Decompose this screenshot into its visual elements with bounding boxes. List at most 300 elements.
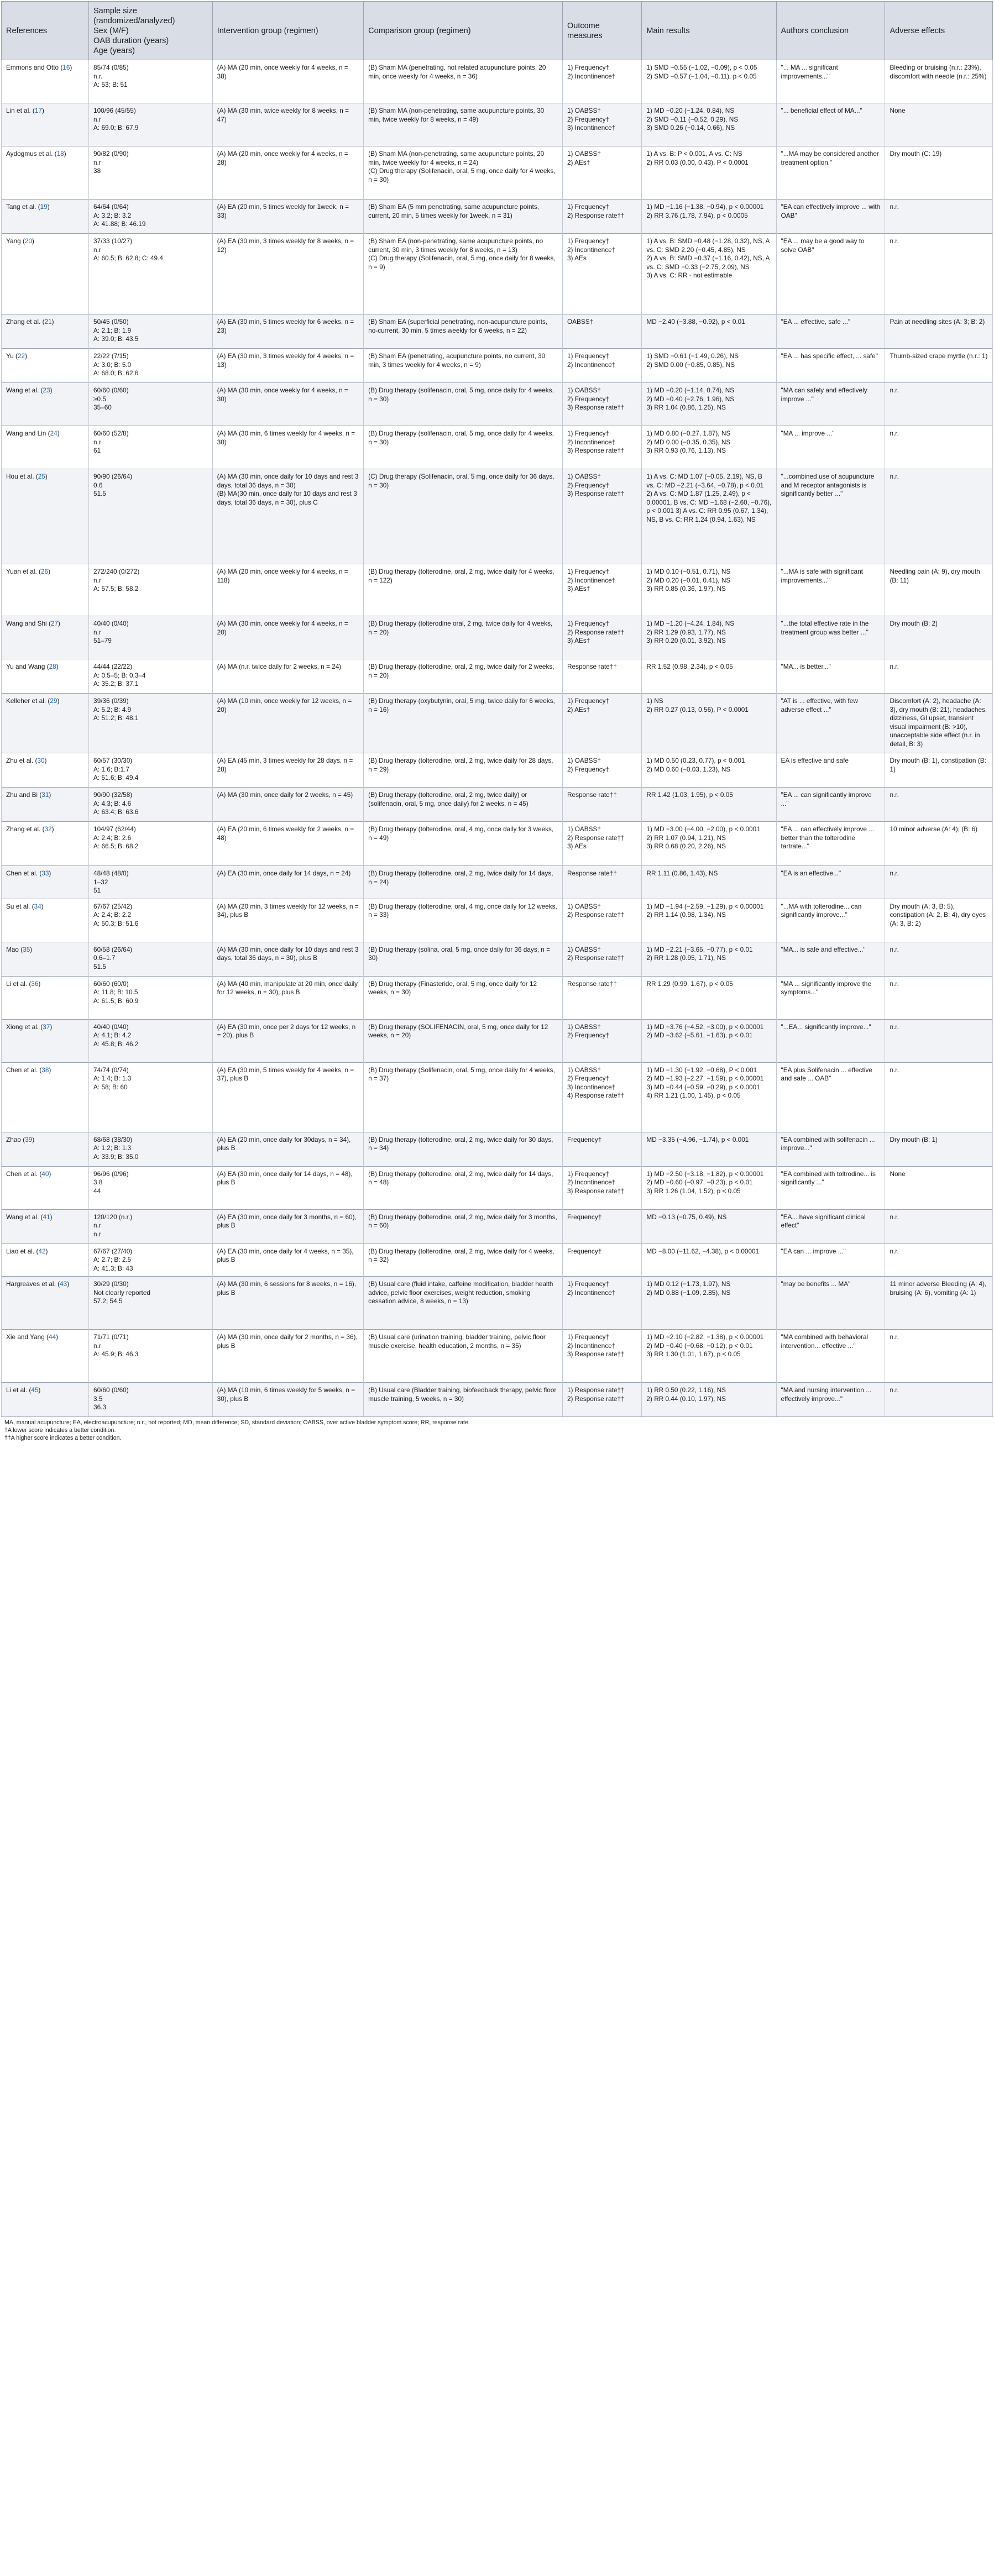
citation-link[interactable]: 20 (24, 237, 33, 245)
citation-link[interactable]: 26 (40, 568, 49, 575)
citation-link[interactable]: 36 (31, 979, 39, 988)
outcome-cell: 1) Frequency† 2) Response rate†† (562, 200, 641, 234)
reference-author: Wang and Lin (6, 429, 46, 437)
comparison-cell: (B) Drug therapy (tolterodine, oral, 2 mg, twice daily for 4 weeks, n = 32) (364, 1244, 563, 1277)
intervention-cell: (A) EA (30 min, once daily for 14 days, n = 24) (212, 866, 364, 899)
sample-size-cell: 272/240 (0/272) n.r A: 57.5; B: 58.2 (89, 564, 213, 616)
comparison-cell: (B) Drug therapy (tolterodine, oral, 2 mg, twice daily for 30 days, n = 34) (364, 1132, 563, 1166)
results-cell: RR 1.29 (0.99, 1.67), p < 0.05 (642, 976, 776, 1019)
citation-link[interactable]: 40 (41, 1169, 49, 1178)
header-results: Main results (642, 2, 776, 60)
outcome-cell: Response rate†† (562, 866, 641, 899)
sample-size-cell: 90/90 (32/58) A: 4.3; B: 4.6 A: 63.4; B: 63.6 (89, 788, 213, 822)
table-row (2, 1209, 993, 1244)
reference-author: Li et al. (6, 1386, 28, 1394)
citation-link[interactable]: 44 (48, 1333, 56, 1341)
adverse-effects-cell: n.r. (885, 659, 993, 694)
conclusion-cell: "...EA... significantly improve..." (776, 1019, 885, 1062)
reference-author: Kelleher et al. (6, 697, 46, 705)
reference-cell: Wang et al. (41) (2, 1209, 89, 1244)
reference-author: Yang (6, 237, 21, 245)
sample-size-cell: 71/71 (0/71) n.r A: 45.9; B: 46.3 (89, 1330, 213, 1383)
intervention-cell: (A) EA (30 min, 5 times weekly for 4 weeks, n = 37), plus B (212, 1062, 364, 1132)
conclusion-cell: "...MA is safe with significant improvements..." (776, 564, 885, 616)
sample-size-cell: 37/33 (10/27) n.r A: 60.5; B: 62.8; C: 49.4 (89, 234, 213, 314)
adverse-effects-cell: None (885, 1166, 993, 1209)
outcome-cell: 1) Frequency† 2) Incontinence† 3) Response rate†† (562, 1166, 641, 1209)
table-row (2, 899, 993, 942)
conclusion-cell: "EA combined with toltrodine... is significantly ..." (776, 1166, 885, 1209)
study-characteristics-table (1, 1, 993, 1417)
adverse-effects-cell: n.r. (885, 1244, 993, 1277)
reference-author: Li et al. (6, 979, 28, 988)
outcome-cell: 1) OABSS† 2) Frequency† 3) Incontinence† (562, 103, 641, 146)
citation-link[interactable]: 41 (43, 1213, 50, 1221)
sample-size-cell: 60/60 (60/0) A: 11.8; B: 10.5 A: 61.5; B: 60.9 (89, 976, 213, 1019)
adverse-effects-cell: Discomfort (A: 2), headache (A: 3), dry mouth (B: 21), headaches, dizziness, GI upset, transient visual impairment (B: >10), unacceptable side effect (n.r. in detail, B: 3) (885, 694, 993, 753)
table-row (2, 1330, 993, 1383)
adverse-effects-cell: Dry mouth (B: 2) (885, 616, 993, 659)
conclusion-cell: "EA can ... improve ..." (776, 1244, 885, 1277)
sample-size-cell: 104/97 (62/44) A: 2.4; B: 2.6 A: 66.5; B: 68.2 (89, 822, 213, 866)
table-row (2, 1383, 993, 1417)
citation-link[interactable]: 45 (31, 1386, 39, 1394)
outcome-cell: Response rate†† (562, 788, 641, 822)
intervention-cell: (A) MA (20 min, once weekly for 4 weeks, n = 38) (212, 60, 364, 103)
table-row (2, 1244, 993, 1277)
results-cell: MD −0.13 (−0.75, 0.49), NS (642, 1209, 776, 1244)
results-cell: 1) MD −1.94 (−2.59, −1.29), p < 0.00001 2) RR 1.14 (0.98, 1.34), NS (642, 899, 776, 942)
citation-link[interactable]: 18 (56, 150, 64, 158)
adverse-effects-cell: n.r. (885, 1209, 993, 1244)
intervention-cell: (A) EA (20 min, 6 times weekly for 2 weeks, n = 48) (212, 822, 364, 866)
adverse-effects-cell: n.r. (885, 866, 993, 899)
comparison-cell: (B) Sham EA (non-penetrating, same acupuncture points, no current, 30 min, 3 times weekly for 8 weeks, n = 13) (C) Drug therapy (Solifenacin, oral, 5 mg, once daily for 8 weeks, n = 9) (364, 234, 563, 314)
reference-author: Lin et al. (6, 107, 31, 114)
results-cell: 1) MD 0.80 (−0.27, 1.87), NS 2) MD 0.00 (−0.35, 0.35), NS 3) RR 0.93 (0.76, 1.13), NS (642, 426, 776, 469)
sample-size-cell: 48/48 (48/0) 1–32 51 (89, 866, 213, 899)
table-body (2, 60, 993, 1417)
reference-cell: Zhao (39) (2, 1132, 89, 1166)
intervention-cell: (A) EA (20 min, 5 times weekly for 1week, n = 33) (212, 200, 364, 234)
outcome-cell: 1) OABSS† 2) Frequency† 3) Incontinence† 4) Response rate†† (562, 1062, 641, 1132)
outcome-cell: Frequency† (562, 1244, 641, 1277)
comparison-cell: (B) Sham EA (5 mm penetrating, same acupuncture points, current, 20 min, 5 times weekly for 1week, n = 31) (364, 200, 563, 234)
results-cell: MD −8.00 (−11.62, −4.38), p < 0.00001 (642, 1244, 776, 1277)
table-row (2, 234, 993, 314)
outcome-cell: 1) Frequency† 2) Incontinence† 3) AEs† (562, 564, 641, 616)
results-cell: 1) A vs. B: P < 0.001, A vs. C: NS 2) RR 0.03 (0.00, 0.43), P < 0.0001 (642, 146, 776, 200)
reference-cell: Emmons and Otto (16) (2, 60, 89, 103)
outcome-cell: 1) OABSS† 2) AEs† (562, 146, 641, 200)
comparison-cell: (B) Drug therapy (solifenacin, oral, 5 mg, once daily for 4 weeks, n = 30) (364, 426, 563, 469)
comparison-cell: (B) Usual care (urination training, bladder training, pelvic floor muscle exercise, health education, 2 months, n = 35) (364, 1330, 563, 1383)
citation-link[interactable]: 21 (44, 318, 52, 326)
table-row (2, 469, 993, 564)
intervention-cell: (A) MA (10 min, 6 times weekly for 5 weeks, n = 30), plus B (212, 1383, 364, 1417)
sample-size-cell: 60/60 (52/8) n.r 61 (89, 426, 213, 469)
sample-size-cell: 44/44 (22/22) A: 0.5–5; B: 0.3–4 A: 35.2; B: 37.1 (89, 659, 213, 694)
results-cell: RR 1.11 (0.86, 1.43), NS (642, 866, 776, 899)
intervention-cell: (A) EA (30 min, once daily for 14 days, n = 48), plus B (212, 1166, 364, 1209)
reference-author: Wang et al. (6, 1213, 39, 1221)
header-sample-size: Sample size (randomized/analyzed) Sex (M/F) OAB duration (years) Age (years) (89, 2, 213, 60)
outcome-cell: 1) OABSS† 2) Frequency† (562, 753, 641, 788)
conclusion-cell: "... MA ... significant improvements..." (776, 60, 885, 103)
comparison-cell: (B) Drug therapy (tolterodine, oral, 2 mg, twice daily for 4 weeks, n = 122) (364, 564, 563, 616)
comparison-cell: (B) Sham MA (non-penetrating, same acupuncture points, 20 min, twice weekly for 4 weeks, n = 24) (C) Drug therapy (Solifenacin, oral, 5 mg, once daily for 4 weeks, n = 30) (364, 146, 563, 200)
adverse-effects-cell: n.r. (885, 426, 993, 469)
sample-size-cell: 60/57 (30/30) A: 1.6; B:1.7 A: 51.6; B: 49.4 (89, 753, 213, 788)
reference-author: Xiong et al. (6, 1022, 39, 1031)
citation-link[interactable]: 39 (25, 1135, 33, 1143)
adverse-effects-cell: n.r. (885, 942, 993, 976)
reference-cell: Yu (22) (2, 349, 89, 383)
reference-author: Xie and Yang (6, 1333, 45, 1341)
sample-size-cell: 100/96 (45/55) n.r A: 69.0; B: 67.9 (89, 103, 213, 146)
outcome-cell: 1) Response rate†† 2) Response rate†† (562, 1383, 641, 1417)
intervention-cell: (A) EA (30 min, once daily for 4 weeks, n = 35), plus B (212, 1244, 364, 1277)
outcome-cell: 1) Frequency† 2) Incontinence† (562, 60, 641, 103)
conclusion-cell: "MA can safely and effectively improve ..." (776, 383, 885, 426)
reference-cell: Chen et al. (40) (2, 1166, 89, 1209)
reference-cell: Lin et al. (17) (2, 103, 89, 146)
comparison-cell: (B) Drug therapy (solina, oral, 5 mg, once daily for 36 days, n = 30) (364, 942, 563, 976)
results-cell: 1) MD −3.76 (−4.52, −3.00), p < 0.00001 2) MD −3.62 (−5.61, −1.63), p < 0.01 (642, 1019, 776, 1062)
conclusion-cell: "EA can effectively improve ... with OAB" (776, 200, 885, 234)
reference-cell: Tang et al. (19) (2, 200, 89, 234)
adverse-effects-cell: Pain at needling sites (A: 3; B: 2) (885, 314, 993, 349)
citation-link[interactable]: 33 (41, 869, 49, 877)
conclusion-cell: "EA ... can significantly improve ..." (776, 788, 885, 822)
comparison-cell: (B) Drug therapy (tolterodine, oral, 2 mg, twice daily for 2 weeks, n = 20) (364, 659, 563, 694)
intervention-cell: (A) MA (n.r. twice daily for 2 weeks, n = 24) (212, 659, 364, 694)
reference-cell: Chen et al. (38) (2, 1062, 89, 1132)
reference-cell: Su et al. (34) (2, 899, 89, 942)
comparison-cell: (B) Drug therapy (tolterodine, oral, 4 mg, once daily for 12 weeks, n = 33) (364, 899, 563, 942)
sample-size-cell: 67/67 (25/42) A: 2.4; B: 2.2 A: 50.3; B: 51.6 (89, 899, 213, 942)
conclusion-cell: "EA combined with solifenacin ... improve..." (776, 1132, 885, 1166)
citation-link[interactable]: 23 (43, 386, 50, 394)
table-row (2, 383, 993, 426)
comparison-cell: (B) Drug therapy (tolterodine, oral, 2 mg, twice daily for 14 days, n = 24) (364, 866, 563, 899)
reference-author: Yuan et al. (6, 568, 37, 575)
table-row (2, 976, 993, 1019)
conclusion-cell: "...combined use of acupuncture and M receptor antagonists is significantly better ..." (776, 469, 885, 564)
intervention-cell: (A) MA (30 min, once daily for 2 months, n = 36), plus B (212, 1330, 364, 1383)
reference-cell: Xie and Yang (44) (2, 1330, 89, 1383)
header-outcome: Outcome measures (562, 2, 641, 60)
outcome-cell: Frequency† (562, 1132, 641, 1166)
citation-link[interactable]: 34 (34, 902, 41, 910)
adverse-effects-cell: Dry mouth (B: 1), constipation (B: 1) (885, 753, 993, 788)
conclusion-cell: "EA ... effective, safe ..." (776, 314, 885, 349)
intervention-cell: (A) EA (45 min, 3 times weekly for 28 days, n = 28) (212, 753, 364, 788)
results-cell: 1) MD −1.30 (−1.92, −0.68), P < 0.001 2) MD −1.93 (−2.27, −1.59), p < 0.00001 3) MD −0.44 (−0.59, −0.29), p < 0.0001 4) RR 1.21 (1.00, 1.45), p < 0.05 (642, 1062, 776, 1132)
intervention-cell: (A) MA (30 min, once daily for 10 days and rest 3 days, total 36 days, n = 30), plus B (212, 942, 364, 976)
outcome-cell: 1) Frequency† 2) Incontinence† (562, 1277, 641, 1330)
reference-cell: Chen et al. (33) (2, 866, 89, 899)
conclusion-cell: "MA combined with behavioral intervention... effective ..." (776, 1330, 885, 1383)
reference-cell: Zhu and Bi (31) (2, 788, 89, 822)
adverse-effects-cell: 11 minor adverse Bleeding (A: 4), bruising (A: 6), vomiting (A: 1) (885, 1277, 993, 1330)
intervention-cell: (A) MA (30 min, once weekly for 4 weeks, n = 20) (212, 616, 364, 659)
intervention-cell: (A) EA (20 min, once daily for 30days, n = 34), plus B (212, 1132, 364, 1166)
sample-size-cell: 85/74 (0/85) n.r. A: 53; B: 51 (89, 60, 213, 103)
reference-author: Hargreaves et al. (6, 1280, 56, 1288)
comparison-cell: (B) Drug therapy (tolterodine, oral, 2 mg, twice daily for 3 months, n = 60) (364, 1209, 563, 1244)
results-cell: 1) SMD −0.61 (−1.49, 0.26), NS 2) SMD 0.00 (−0.85, 0.85), NS (642, 349, 776, 383)
results-cell: 1) MD −0.20 (−1.14, 0.74), NS 2) MD −0.40 (−2.76, 1.96), NS 3) RR 1.04 (0.86, 1.25), NS (642, 383, 776, 426)
outcome-cell: 1) OABSS† 2) Frequency† 3) Response rate†† (562, 469, 641, 564)
citation-link[interactable]: 31 (41, 791, 49, 799)
outcome-cell: 1) Frequency† 2) Incontinence† (562, 349, 641, 383)
table-row (2, 1132, 993, 1166)
citation-link[interactable]: 17 (34, 107, 42, 114)
conclusion-cell: "EA plus Solifenacin ... effective and safe ... OAB" (776, 1062, 885, 1132)
comparison-cell: (B) Drug therapy (Solifenacin, oral, 5 mg, once daily for 4 weeks, n = 37) (364, 1062, 563, 1132)
intervention-cell: (A) EA (30 min, once daily for 3 months, n = 60), plus B (212, 1209, 364, 1244)
conclusion-cell: "EA ... has specific effect, ... safe" (776, 349, 885, 383)
reference-cell: Kelleher et al. (29) (2, 694, 89, 753)
adverse-effects-cell: None (885, 103, 993, 146)
reference-cell: Yuan et al. (26) (2, 564, 89, 616)
intervention-cell: (A) MA (20 min, once weekly for 4 weeks, n = 118) (212, 564, 364, 616)
reference-author: Aydogmus et al. (6, 150, 53, 158)
comparison-cell: (B) Drug therapy (oxybutynin, oral, 5 mg, twice daily for 6 weeks, n = 16) (364, 694, 563, 753)
results-cell: 1) A vs. C: MD 1.07 (−0.05, 2.19), NS, B vs. C: MD −2.21 (−3.64, −0.78), p < 0.01 2) A vs. C: MD 1.87 (1.25, 2.49), p < 0.00001, B vs. C: MD −1.68 (−2.60, −0.76), p < 0.001 3) A vs. C: RR 0.95 (0.67, 1.34), NS, B vs. C: RR 1.24 (0.94, 1.63), NS (642, 469, 776, 564)
reference-author: Zhang et al. (6, 318, 41, 326)
reference-cell: Yang (20) (2, 234, 89, 314)
citation-link[interactable]: 30 (37, 757, 45, 764)
comparison-cell: (B) Usual care (fluid intake, caffeine modification, bladder health advice, pelvic floor exercises, weight reduction, smoking cessation advice, 8 weeks, n = 13) (364, 1277, 563, 1330)
reference-author: Su et al. (6, 902, 30, 910)
intervention-cell: (A) MA (30 min, 6 sessions for 8 weeks, n = 16), plus B (212, 1277, 364, 1330)
reference-cell: Wang et al. (23) (2, 383, 89, 426)
sample-size-cell: 68/68 (38/30) A: 1.2; B: 1.3 A: 33.9; B: 35.0 (89, 1132, 213, 1166)
outcome-cell: 1) OABSS† 2) Response rate†† 3) AEs (562, 822, 641, 866)
intervention-cell: (A) MA (20 min, once weekly for 4 weeks, n = 28) (212, 146, 364, 200)
reference-cell: Mao (35) (2, 942, 89, 976)
results-cell: RR 1.42 (1.03, 1.95), p < 0.05 (642, 788, 776, 822)
intervention-cell: (A) EA (30 min, once per 2 days for 12 weeks, n = 20), plus B (212, 1019, 364, 1062)
intervention-cell: (A) MA (10 min, once weekly for 12 weeks, n = 20) (212, 694, 364, 753)
sample-size-cell: 60/58 (26/64) 0.6–1.7 51.5 (89, 942, 213, 976)
table-row (2, 1277, 993, 1330)
comparison-cell: (B) Sham MA (penetrating, not related acupuncture points, 20 min, once weekly for 4 weeks, n = 36) (364, 60, 563, 103)
reference-author: Liao et al. (6, 1247, 35, 1255)
outcome-cell: 1) OABSS† 2) Response rate†† (562, 942, 641, 976)
conclusion-cell: "MA... is better..." (776, 659, 885, 694)
adverse-effects-cell: Bleeding or bruising (n.r.: 23%), discomfort with needle (n.r.: 25%) (885, 60, 993, 103)
results-cell: 1) MD 0.10 (−0.51, 0.71), NS 2) MD 0.20 (−0.01, 0.41), NS 3) RR 0.85 (0.36, 1.97), NS (642, 564, 776, 616)
table-row (2, 659, 993, 694)
comparison-cell: (B) Drug therapy (tolterodine, oral, 2 mg, twice daily for 28 days, n = 29) (364, 753, 563, 788)
table-row (2, 200, 993, 234)
reference-cell: Aydogmus et al. (18) (2, 146, 89, 200)
citation-link[interactable]: 32 (44, 825, 52, 833)
adverse-effects-cell: n.r. (885, 469, 993, 564)
reference-author: Zhao (6, 1135, 21, 1143)
intervention-cell: (A) MA (30 min, 6 times weekly for 4 weeks, n = 30) (212, 426, 364, 469)
adverse-effects-cell: Dry mouth (C: 19) (885, 146, 993, 200)
citation-link[interactable]: 22 (18, 352, 25, 360)
table-row (2, 314, 993, 349)
sample-size-cell: 50/45 (0/50) A: 2.1; B: 1.9 A: 39.0; B: 43.5 (89, 314, 213, 349)
citation-link[interactable]: 27 (50, 620, 59, 627)
table-row (2, 1166, 993, 1209)
adverse-effects-cell: n.r. (885, 1019, 993, 1062)
comparison-cell: (B) Drug therapy (tolterodine, oral, 4 mg, once daily for 3 weeks, n = 49) (364, 822, 563, 866)
comparison-cell: (B) Drug therapy (Finasteride, oral, 5 mg, once daily for 12 weeks, n = 30) (364, 976, 563, 1019)
reference-author: Mao (6, 945, 19, 953)
header-conclusion: Authors conclusion (776, 2, 885, 60)
table-row (2, 564, 993, 616)
outcome-cell: 1) OABSS† 2) Frequency† (562, 1019, 641, 1062)
reference-author: Chen et al. (6, 1169, 38, 1178)
adverse-effects-cell: 10 minor adverse (A: 4); (B: 6) (885, 822, 993, 866)
conclusion-cell: "...the total effective rate in the treatment group was better ..." (776, 616, 885, 659)
results-cell: 1) MD −1.20 (−4.24, 1.84), NS 2) RR 1.29 (0.93, 1.77), NS 3) RR 0.20 (0.01, 3.92), NS (642, 616, 776, 659)
reference-author: Zhu et al. (6, 757, 34, 764)
table-row (2, 1019, 993, 1062)
conclusion-cell: "EA ... may be a good way to solve OAB" (776, 234, 885, 314)
outcome-cell: Response rate†† (562, 976, 641, 1019)
reference-author: Zhu and Bi (6, 791, 38, 799)
adverse-effects-cell: Dry mouth (B: 1) (885, 1132, 993, 1166)
conclusion-cell: "EA ... can effectively improve ... better than the tolterodine tartrate..." (776, 822, 885, 866)
reference-author: Zhang et al. (6, 825, 41, 833)
table-header-row (2, 2, 993, 60)
citation-link[interactable]: 42 (38, 1247, 46, 1255)
adverse-effects-cell: n.r. (885, 234, 993, 314)
reference-cell: Zhang et al. (21) (2, 314, 89, 349)
conclusion-cell: "... beneficial effect of MA..." (776, 103, 885, 146)
sample-size-cell: 60/60 (0/60) 3.5 36.3 (89, 1383, 213, 1417)
comparison-cell: (B) Sham MA (non-penetrating, same acupuncture points, 30 min, twice weekly for 8 weeks, n = 49) (364, 103, 563, 146)
citation-link[interactable]: 35 (23, 945, 30, 953)
outcome-cell: 1) OABSS† 2) Response rate†† (562, 899, 641, 942)
sample-size-cell: 64/64 (0/64) A: 3.2; B: 3.2 A: 41.88; B: 46.19 (89, 200, 213, 234)
reference-cell: Wang and Shi (27) (2, 616, 89, 659)
sample-size-cell: 40/40 (0/40) A: 4.1; B: 4.2 A: 45.8; B: 46.2 (89, 1019, 213, 1062)
results-cell: MD −3.35 (−4.96, −1.74), p < 0.001 (642, 1132, 776, 1166)
comparison-cell: (B) Drug therapy (tolterodine oral, 2 mg, twice daily for 4 weeks, n = 20) (364, 616, 563, 659)
results-cell: 1) MD −0.20 (−1.24, 0.84), NS 2) SMD −0.11 (−0.52, 0.29), NS 3) SMD 0.26 (−0.14, 0.66), NS (642, 103, 776, 146)
comparison-cell: (B) Drug therapy (SOLIFENACIN, oral, 5 mg, once daily for 12 weeks, n = 20) (364, 1019, 563, 1062)
outcome-cell: 1) Frequency† 2) Incontinence† 3) Response rate†† (562, 1330, 641, 1383)
sample-size-cell: 96/96 (0/96) 3.8 44 (89, 1166, 213, 1209)
outcome-cell: Frequency† (562, 1209, 641, 1244)
conclusion-cell: EA is effective and safe (776, 753, 885, 788)
reference-cell: Liao et al. (42) (2, 1244, 89, 1277)
conclusion-cell: "MA... is safe and effective..." (776, 942, 885, 976)
reference-author: Chen et al. (6, 1066, 38, 1074)
header-intervention: Intervention group (regimen) (212, 2, 364, 60)
outcome-cell: Response rate†† (562, 659, 641, 694)
results-cell: 1) MD 0.50 (0.23, 0.77), p < 0.001 2) MD 0.60 (−0.03, 1.23), NS (642, 753, 776, 788)
reference-cell: Yu and Wang (28) (2, 659, 89, 694)
sample-size-cell: 22/22 (7/15) A: 3.0; B: 5.0 A: 68.0; B: 62.6 (89, 349, 213, 383)
outcome-cell: OABSS† (562, 314, 641, 349)
table-row (2, 694, 993, 753)
adverse-effects-cell: n.r. (885, 200, 993, 234)
adverse-effects-cell: n.r. (885, 1330, 993, 1383)
results-cell: 1) MD −2.50 (−3.18, −1.82), p < 0.00001 2) MD −0.60 (−0.97, −0.23), p < 0.01 3) RR 1.26 (1.04, 1.52), p < 0.05 (642, 1166, 776, 1209)
reference-cell: Wang and Lin (24) (2, 426, 89, 469)
outcome-cell: 1) Frequency† 2) Response rate†† 3) AEs† (562, 616, 641, 659)
comparison-cell: (B) Drug therapy (tolterodine, oral, 2 mg, twice daily for 14 days, n = 48) (364, 1166, 563, 1209)
header-references: References (2, 2, 89, 60)
adverse-effects-cell: Needling pain (A: 9), dry mouth (B: 11) (885, 564, 993, 616)
reference-author: Hou et al. (6, 473, 34, 480)
footnote-abbreviations: MA, manual acupuncture; EA, electroacupuncture; n.r., not reported; MD, mean difference; SD, standard deviation; OABSS, over active bladder symptom score; RR, response rate. (4, 1419, 470, 1426)
intervention-cell: (A) MA (30 min, once daily for 2 weeks, n = 45) (212, 788, 364, 822)
citation-link[interactable]: 28 (49, 663, 56, 670)
citation-link[interactable]: 24 (50, 429, 57, 437)
intervention-cell: (A) EA (30 min, 3 times weekly for 8 weeks, n = 12) (212, 234, 364, 314)
citation-link[interactable]: 19 (40, 203, 48, 211)
reference-author: Wang et al. (6, 386, 39, 394)
conclusion-cell: "MA and nursing intervention ... effectively improve..." (776, 1383, 885, 1417)
reference-author: Tang et al. (6, 203, 36, 211)
table-row (2, 866, 993, 899)
sample-size-cell: 39/36 (0/39) A: 5.2; B: 4.9 A: 51.2; B: 48.1 (89, 694, 213, 753)
sample-size-cell: 74/74 (0/74) A: 1.4; B: 1.3 A: 58; B: 60 (89, 1062, 213, 1132)
citation-link[interactable]: 38 (41, 1066, 49, 1074)
results-cell: RR 1.52 (0.98, 2.34), p < 0.05 (642, 659, 776, 694)
results-cell: 1) MD −1.16 (−1.38, −0.94), p < 0.00001 2) RR 3.76 (1.78, 7.94), p < 0.0005 (642, 200, 776, 234)
sample-size-cell: 40/40 (0/40) n.r 51–79 (89, 616, 213, 659)
outcome-cell: 1) OABSS† 2) Frequency† 3) Response rate†† (562, 383, 641, 426)
reference-cell: Hargreaves et al. (43) (2, 1277, 89, 1330)
reference-author: Emmons and Otto (6, 64, 59, 71)
citation-link[interactable]: 43 (60, 1280, 67, 1288)
reference-author: Chen et al. (6, 869, 38, 877)
reference-cell: Zhang et al. (32) (2, 822, 89, 866)
results-cell: MD −2.40 (−3.88, −0.92), p < 0.01 (642, 314, 776, 349)
intervention-cell: (A) EA (30 min, 3 times weekly for 4 weeks, n = 13) (212, 349, 364, 383)
reference-author: Wang and Shi (6, 620, 47, 627)
table-row (2, 942, 993, 976)
results-cell: 1) RR 0.50 (0.22, 1.16), NS 2) RR 0.44 (0.10, 1.97), NS (642, 1383, 776, 1417)
comparison-cell: (B) Sham EA (penetrating, acupuncture points, no current, 30 min, 3 times weekly for 4 weeks, n = 9) (364, 349, 563, 383)
table-row (2, 349, 993, 383)
comparison-cell: (B) Drug therapy (solifenacin, oral, 5 mg, once daily for 4 weeks, n = 30) (364, 383, 563, 426)
table-row (2, 788, 993, 822)
sample-size-cell: 90/82 (0/90) n.r 38 (89, 146, 213, 200)
citation-link[interactable]: 37 (43, 1022, 50, 1031)
citation-link[interactable]: 16 (62, 64, 70, 71)
intervention-cell: (A) MA (30 min, twice weekly for 8 weeks, n = 47) (212, 103, 364, 146)
comparison-cell: (B) Sham EA (superficial penetrating, non-acupuncture points, no-current, 30 min, 5 times weekly for 6 weeks, n = 22) (364, 314, 563, 349)
results-cell: 1) A vs. B: SMD −0.48 (−1.28, 0.32), NS, A vs. C: SMD 2.20 (−0.45, 4.85), NS 2) A vs. B: SMD −0.37 (−1.16, 0.42), NS, A vs. C: SMD −0.33 (−2.75, 2.09), NS 3) A vs. C: RR - not estimable (642, 234, 776, 314)
citation-link[interactable]: 29 (50, 697, 57, 705)
results-cell: 1) MD −2.21 (−3.65, −0.77), p < 0.01 2) RR 1.28 (0.95, 1.71), NS (642, 942, 776, 976)
conclusion-cell: "MA ... significantly improve the symptoms..." (776, 976, 885, 1019)
table-footnotes (1, 1417, 993, 1444)
table-row (2, 426, 993, 469)
results-cell: 1) MD −3.00 (−4.00, −2.00), p < 0.0001 2) RR 1.07 (0.94, 1.21), NS 3) RR 0.68 (0.20, 2.26), NS (642, 822, 776, 866)
citation-link[interactable]: 25 (38, 473, 45, 480)
comparison-cell: (B) Usual care (Bladder training, biofeedback therapy, pelvic floor muscle training, 5 weeks, n = 30) (364, 1383, 563, 1417)
conclusion-cell: "EA is an effective..." (776, 866, 885, 899)
reference-author: Yu and Wang (6, 663, 45, 670)
table-row (2, 146, 993, 200)
outcome-cell: 1) Frequency† 2) Incontinence† 3) AEs (562, 234, 641, 314)
reference-author: Yu (6, 352, 14, 360)
sample-size-cell: 30/29 (0/30) Not clearly reported 57.2; 54.5 (89, 1277, 213, 1330)
